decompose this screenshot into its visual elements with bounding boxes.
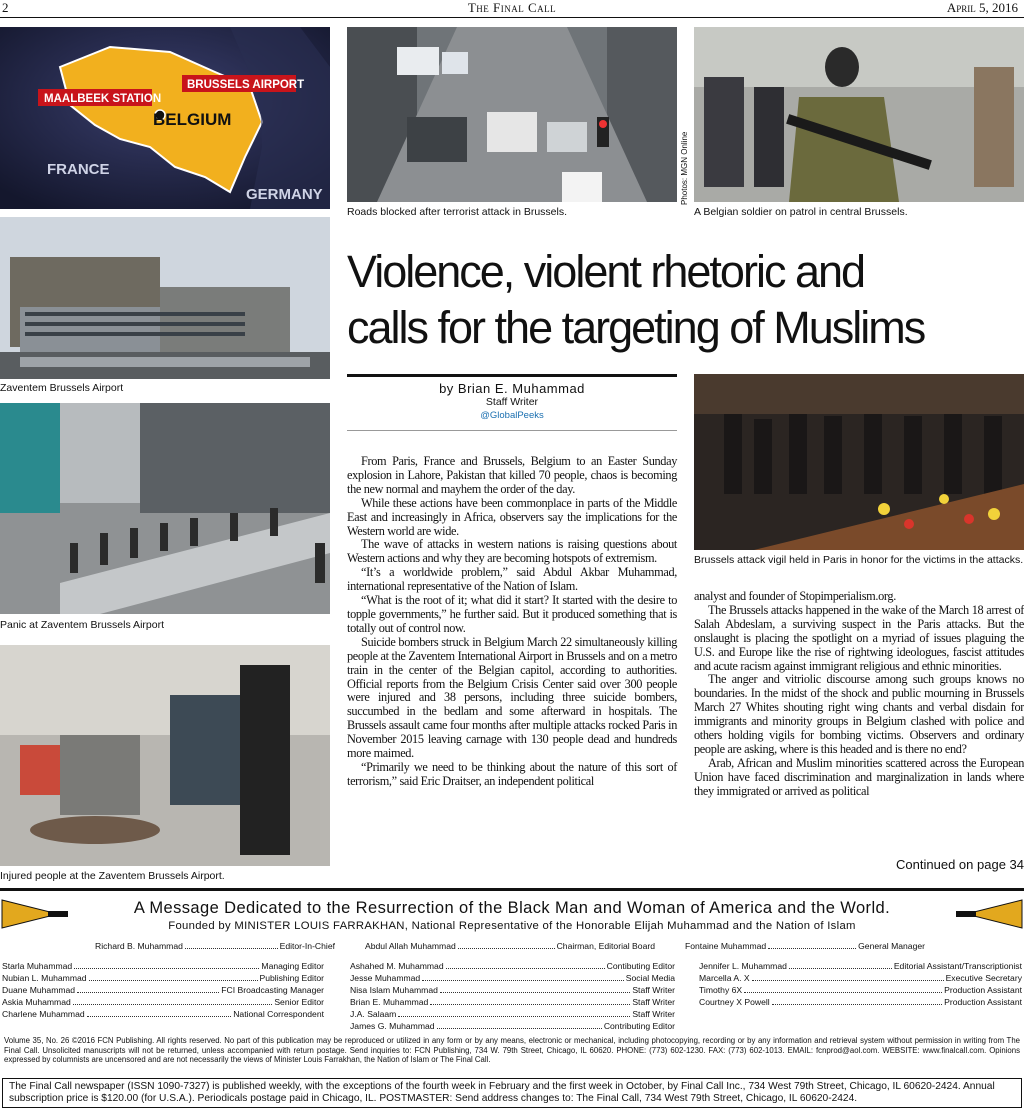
injured-caption: Injured people at the Zaventem Brussels Airport.	[0, 870, 225, 882]
byline-author: by Brian E. Muhammad	[439, 381, 585, 396]
paragraph: analyst and founder of Stopimperialism.org.	[694, 589, 896, 603]
staff-entry: Abdul Allah Muhammad Chairman, Editorial Board	[365, 941, 655, 951]
staff-entry: Fontaine Muhammad General Manager	[685, 941, 925, 951]
staff-entry: Ashahed M. Muhammad Contibuting Editor	[350, 961, 675, 971]
byline-block	[347, 381, 677, 421]
belgium-map	[0, 27, 330, 209]
headline	[347, 244, 1024, 356]
headline-line-1: Violence, violent rhetoric and	[347, 246, 865, 297]
paragraph: “Primarily we need to be thinking about the nature of this sort of terrorism,” said Eric Draitser, an independent political	[347, 759, 677, 788]
paragraph: Arab, African and Muslim minorities scattered across the European Union have faced discrimination and marginalization in lands where they immigrated or arrived as political	[694, 755, 1024, 798]
page-header	[0, 0, 1024, 18]
masthead: The Final Call	[467, 0, 557, 15]
airport-photo	[0, 217, 330, 379]
injured-image	[0, 645, 330, 866]
soldier-caption: A Belgian soldier on patrol in central Brussels.	[694, 206, 908, 218]
staff-entry: James G. Muhammad Contributing Editor	[350, 1021, 675, 1031]
paragraph: The Brussels attacks happened in the wake of the March 18 arrest of Salah Abdeslam, a surviving suspect in the Paris attacks. But the onslaught is placing the spotlight on a myriad of issues plaguing the U.S. and Europe like the rise of rightwing ideologues, fascist attitudes and acute racism against immigrant religious and ethnic minorities.	[694, 602, 1024, 673]
photo-credit: Photos: MGN Online	[680, 131, 689, 205]
map-graphic	[0, 27, 330, 209]
left-trumpet-icon	[0, 894, 70, 934]
paragraph: While these actions have been commonplace in parts of the Middle East and increasingly in Africa, observers say the implications for the Western world are wide.	[347, 495, 677, 538]
airport-caption: Zaventem Brussels Airport	[0, 382, 124, 394]
staff-entry: Charlene Muhammad National Correspondent	[2, 1009, 324, 1019]
paragraph: From Paris, France and Brussels, Belgium to an Easter Sunday explosion in Lahore, Pakistan that killed 70 people, chaos is becoming the new normal and mayhem the order of the day.	[347, 454, 677, 496]
staff-entry: Marcella A. X Executive Secretary	[699, 973, 1022, 983]
byline-rule	[347, 374, 677, 377]
headline-line-2: calls for the targeting of Muslims	[347, 302, 925, 353]
staff-entry: Askia Muhammad Senior Editor	[2, 997, 324, 1007]
paragraph: The wave of attacks in western nations is raising questions about Western actions and why they are becoming hotspots of extremism.	[347, 537, 677, 566]
staff-entry: Nisa Islam Muhammad Staff Writer	[350, 985, 675, 995]
article-column-1	[347, 455, 677, 789]
banner-title: A Message Dedicated to the Resurrection of the Black Man and Woman of America and the World.	[133, 899, 891, 917]
roads-caption: Roads blocked after terrorist attack in Brussels.	[347, 206, 568, 218]
staff-entry: Brian E. Muhammad Staff Writer	[350, 997, 675, 1007]
issue-date: April 5, 2016	[946, 0, 1018, 15]
injured-photo	[0, 645, 330, 866]
airport-label: BRUSSELS AIRPORT	[187, 79, 305, 91]
staff-column-2	[350, 960, 675, 1032]
staff-entry: Jesse Muhammad Social Media	[350, 973, 675, 983]
banner-subtitle: Founded by MINISTER LOUIS FARRAKHAN, National Representative of the Honorable Elijah Muhammad and the Nation of Islam	[168, 920, 856, 932]
airport-image	[0, 217, 330, 379]
france-label: FRANCE	[47, 161, 110, 178]
legal-notice: Volume 35, No. 26 ©2016 FCN Publishing. All rights reserved. No part of this publication may be reproduced or utilized in any form or by any means, electronic or mechanical, including photocopying, recording or by any information and retrieval system without permission in writing from The Final Call. Unsolicited manuscripts will not be returned, unless accompanied with return postage. Send inquiries to: FCN Publishing, 734 W. 79th Street, Chicago, IL 60620. PHONE: (773) 602-1230. FAX: (773) 602-1013. EMAIL: fcnprod@aol.com. WEBSITE: www.finalcall.com. Opinions expressed by columnists are uncensored and are not necessarily the views of Minister Louis Farrakhan, the Nation of Islam or The Final Call.	[4, 1036, 1020, 1065]
staff-top-row	[95, 940, 935, 952]
postal-notice: The Final Call newspaper (ISSN 1090-7327) is published weekly, with the exceptions of the fourth week in February and the first week in October, by Final Call Inc., 734 West 79th Street, Chicago, IL 60620-2424. Annual subscription price is $120.00 (for U.S.A.). Periodicals postage paid in Chicago, IL. POSTMASTER: Send address changes to: The Final Call, 734 West 79th Street, Chicago, IL 60620-2424.	[2, 1078, 1022, 1108]
belgium-label: BELGIUM	[153, 110, 232, 129]
continued-link[interactable]: Continued on page 34	[896, 857, 1024, 872]
panic-photo	[0, 403, 330, 614]
germany-label: GERMANY	[246, 186, 323, 203]
staff-entry: Starla Muhammad Managing Editor	[2, 961, 324, 971]
byline-role: Staff Writer	[485, 396, 539, 408]
paragraph: Suicide bombers struck in Belgium March 22 simultaneously killing people at the Zaventem International Airport in Brussels and on a metro train in the center of the Belgian capitol, according to authorities. Official reports from the Belgium Crisis Center said over 300 people were injured and 38 persons, including three suicide bombers, succumbed in the bedlam and some afterward in hospitals. The Brussels assault came four months after multiple attacks rocked Paris in November 2015 leaving carnage with 130 people dead and hundreds more maimed.	[347, 634, 677, 761]
staff-entry: Jennifer L. Muhammad Editorial Assistant/Transcriptionist	[699, 961, 1022, 971]
vigil-photo	[694, 374, 1024, 550]
right-trumpet-icon	[954, 894, 1024, 934]
panic-image	[0, 403, 330, 614]
roads-image	[347, 27, 677, 202]
soldier-photo	[694, 27, 1024, 202]
paragraph: “It’s a worldwide problem,” said Abdul Akbar Muhammad, international representative of the Nation of Islam.	[347, 565, 677, 594]
staff-entry: Nubian L. Muhammad Publishing Editor	[2, 973, 324, 983]
soldier-image	[694, 27, 1024, 202]
page-number: 2	[2, 0, 9, 15]
roads-photo	[347, 27, 677, 202]
staff-entry: Richard B. Muhammad Editor-In-Chief	[95, 941, 335, 951]
staff-column-1	[2, 960, 324, 1020]
vigil-caption: Brussels attack vigil held in Paris in honor for the victims in the attacks.	[694, 554, 1024, 566]
maalbeek-label: MAALBEEK STATION	[44, 93, 162, 105]
paragraph: The anger and vitriolic discourse among such groups knows no boundaries. In the midst of the shock and public mourning in Brussels March 27 Whites shouting right wing chants and verbal disdain for immigrants and minority groups in Belgium clashed with police and others holding vigils for bombing victims. Observers and ordinary people are asking, where is this headed and is there no end?	[694, 672, 1024, 756]
staff-entry: J.A. Salaam Staff Writer	[350, 1009, 675, 1019]
article-column-2	[694, 590, 1024, 799]
staff-column-3	[699, 960, 1022, 1008]
byline-divider	[347, 430, 677, 431]
staff-entry: Timothy 6X Production Assistant	[699, 985, 1022, 995]
vigil-image	[694, 374, 1024, 550]
staff-entry: Duane Muhammad FCI Broadcasting Manager	[2, 985, 324, 995]
paragraph: “What is the root of it; what did it start? It started with the desire to topple governments,” he further said. But it produced something that is totally out of control now.	[347, 593, 677, 635]
byline-handle[interactable]: @GlobalPeeks	[480, 410, 544, 421]
staff-entry: Courtney X Powell Production Assistant	[699, 997, 1022, 1007]
section-rule	[0, 888, 1024, 891]
panic-caption: Panic at Zaventem Brussels Airport	[0, 619, 164, 631]
